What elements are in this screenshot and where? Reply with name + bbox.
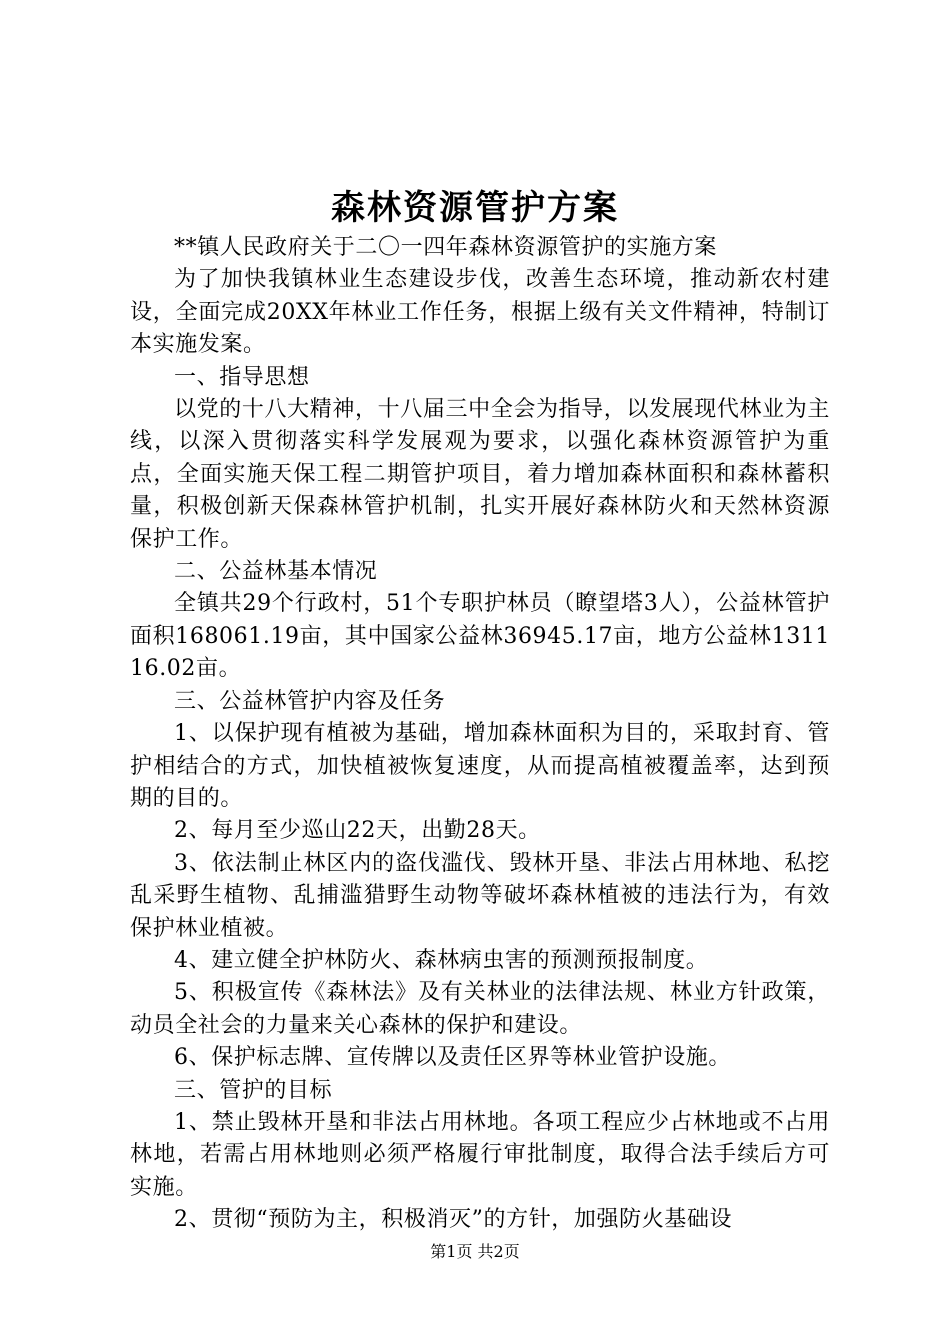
goal-item-1: 1、禁止毁林开垦和非法占用林地。各项工程应少占林地或不占用林地，若需占用林地则必须严格履行审批制度，取得合法手续后方可实施。 — [130, 1109, 830, 1200]
subtitle-paragraph: **镇人民政府关于二〇一四年森林资源管护的实施方案 — [174, 235, 718, 260]
task-item-4: 4、建立健全护林防火、森林病虫害的预测预报制度。 — [174, 947, 709, 973]
guiding-ideology-paragraph: 以党的十八大精神，十八届三中全会为指导，以发展现代林业为主线，以深入贯彻落实科学发展观为要求，以强化森林资源管护为重点，全面实施天保工程二期管护项目，着力增加森林面积和森林蓄积量，积极创新天保森林管护机制，扎实开展好森林防火和天然林资源保护工作。 — [130, 397, 830, 552]
section-heading-goals: 三、管护的目标 — [174, 1077, 333, 1103]
section-heading-basic-situation: 二、公益林基本情况 — [174, 559, 378, 585]
task-item-5: 5、积极宣传《森林法》及有关林业的法律法规、林业方针政策，动员全社会的力量来关心森林的保护和建设。 — [130, 980, 830, 1038]
page-footer: 第1页 共2页 — [430, 1242, 520, 1261]
goal-item-2: 2、贯彻“预防为主，积极消灭”的方针，加强防火基础设 — [174, 1207, 733, 1233]
task-item-3: 3、依法制止林区内的盗伐滥伐、毁林开垦、非法占用林地、私挖乱采野生植物、乱捕滥猎野生动物等破坏森林植被的违法行为，有效保护林业植被。 — [130, 850, 830, 941]
task-item-6: 6、保护标志牌、宣传牌以及责任区界等林业管护设施。 — [174, 1045, 731, 1071]
task-item-2: 2、每月至少巡山22天，出勤28天。 — [174, 818, 541, 844]
intro-paragraph: 为了加快我镇林业生态建设步伐，改善生态环境，推动新农村建设，全面完成20XX年林业工作任务，根据上级有关文件精神，特制订本实施发案。 — [130, 267, 830, 358]
basic-situation-paragraph: 全镇共29个行政村，51个专职护林员（瞭望塔3人），公益林管护面积168061.19亩，其中国家公益林36945.17亩，地方公益林131116.02亩。 — [130, 591, 830, 682]
task-item-1: 1、以保护现有植被为基础，增加森林面积为目的，采取封育、管护相结合的方式，加快植被恢复速度，从而提高植被覆盖率，达到预期的目的。 — [130, 721, 830, 811]
document-title: 森林资源管护方案 — [331, 188, 619, 228]
section-heading-guiding-ideology: 一、指导思想 — [174, 364, 310, 390]
document-body — [130, 232, 830, 1237]
section-heading-tasks: 三、公益林管护内容及任务 — [174, 688, 446, 714]
